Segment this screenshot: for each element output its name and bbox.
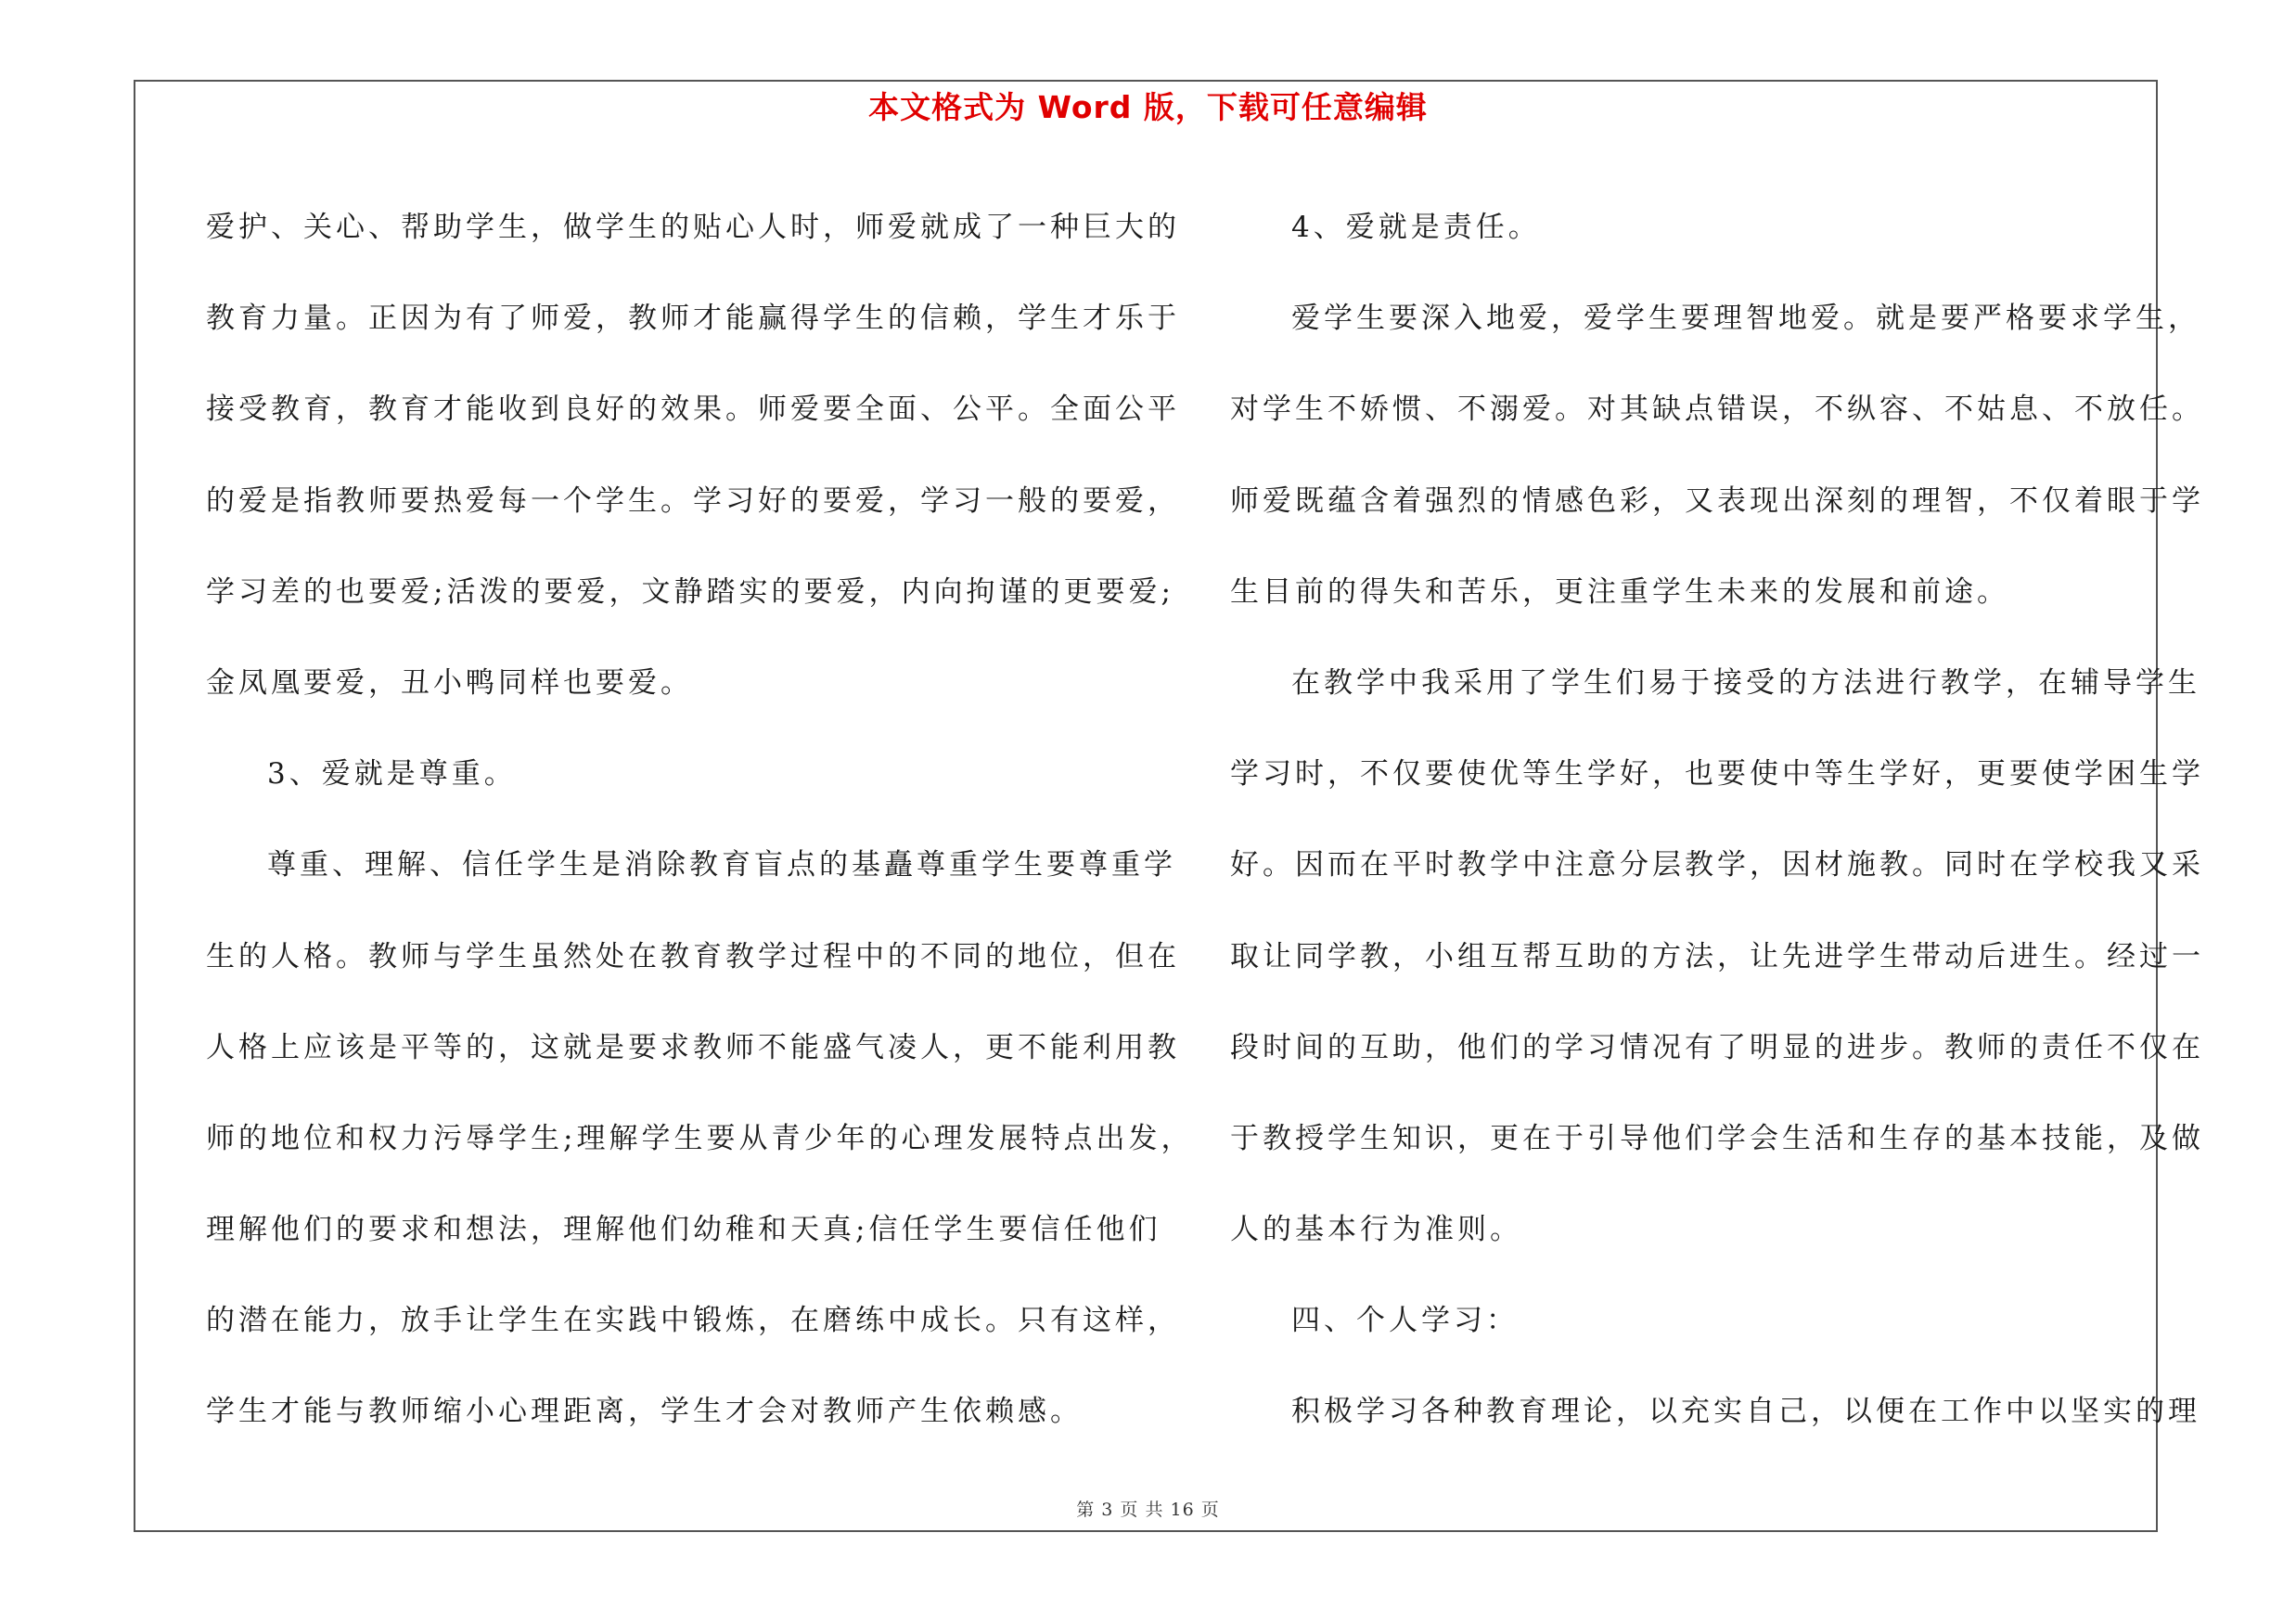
paragraph-line: 在教学中我采用了学生们易于接受的方法进行教学，在辅导学生	[1291, 665, 2200, 700]
paragraph-line: 人的基本行为准则。	[1230, 1213, 1522, 1247]
paragraph-line: 金凤凰要爱，丑小鸭同样也要爱。	[206, 665, 693, 700]
paragraph-line: 师的地位和权力污辱学生;理解学生要从青少年的心理发展特点出发，	[206, 1121, 1194, 1155]
paragraph-line: 于教授学生知识，更在于引导他们学会生活和生存的基本技能，及做	[1230, 1121, 2204, 1155]
paragraph-line: 积极学习各种教育理论，以充实自己，以便在工作中以坚实的理	[1291, 1395, 2200, 1429]
paragraph-line: 爱学生要深入地爱，爱学生要理智地爱。就是要严格要求学生，	[1291, 302, 2200, 336]
word-format-banner: 本文格式为 Word 版，下载可任意编辑	[868, 89, 1428, 125]
paragraph-line: 的潜在能力，放手让学生在实践中锻炼，在磨练中成长。只有这样，	[206, 1304, 1180, 1338]
paragraph-line: 学习差的也要爱;活泼的要爱，文静踏实的要爱，内向拘谨的更要爱;	[206, 574, 1174, 609]
paragraph-line: 生目前的得失和苦乐，更注重学生未来的发展和前途。	[1230, 574, 2009, 609]
paragraph-line: 好。因而在平时教学中注意分层教学，因材施教。同时在学校我又采	[1230, 848, 2204, 882]
page-number-footer: 第 3 页 共 16 页	[1076, 1500, 1220, 1520]
paragraph-line: 师爱既蕴含着强烈的情感色彩，又表现出深刻的理智，不仅着眼于学	[1230, 483, 2204, 518]
paragraph-line: 人格上应该是平等的，这就是要求教师不能盛气凌人，更不能利用教	[206, 1030, 1180, 1064]
section-heading-personal-study: 四、个人学习：	[1291, 1304, 1519, 1338]
paragraph-line: 爱护、关心、帮助学生，做学生的贴心人时，师爱就成了一种巨大的	[206, 211, 1180, 244]
paragraph-line: 取让同学教，小组互帮互助的方法，让先进学生带动后进生。经过一	[1230, 939, 2204, 973]
paragraph-line: 教育力量。正因为有了师爱，教师才能赢得学生的信赖，学生才乐于	[206, 302, 1180, 336]
section-heading-responsibility: 4、爱就是责任。	[1291, 211, 1541, 244]
paragraph-line: 对学生不娇惯、不溺爱。对其缺点错误，不纵容、不姑息、不放任。	[1230, 393, 2204, 427]
paragraph-line: 尊重、理解、信任学生是消除教育盲点的基矗尊重学生要尊重学	[267, 848, 1176, 882]
paragraph-line: 接受教育，教育才能收到良好的效果。师爱要全面、公平。全面公平	[206, 393, 1180, 427]
left-text-column	[206, 182, 1194, 1458]
paragraph-line: 的爱是指教师要热爱每一个学生。学习好的要爱，学习一般的要爱，	[206, 483, 1180, 518]
paragraph-line: 理解他们的要求和想法，理解他们幼稚和天真;信任学生要信任他们	[206, 1213, 1161, 1247]
paragraph-line: 生的人格。教师与学生虽然处在教育教学过程中的不同的地位，但在	[206, 939, 1180, 973]
paragraph-line: 段时间的互助，他们的学习情况有了明显的进步。教师的责任不仅在	[1230, 1030, 2204, 1064]
section-heading-respect: 3、爱就是尊重。	[267, 757, 517, 792]
paragraph-line: 学习时，不仅要使优等生学好，也要使中等生学好，更要使学困生学	[1230, 757, 2204, 792]
right-text-column	[1230, 182, 2204, 1458]
paragraph-line: 学生才能与教师缩小心理距离，学生才会对教师产生依赖感。	[206, 1395, 1083, 1429]
